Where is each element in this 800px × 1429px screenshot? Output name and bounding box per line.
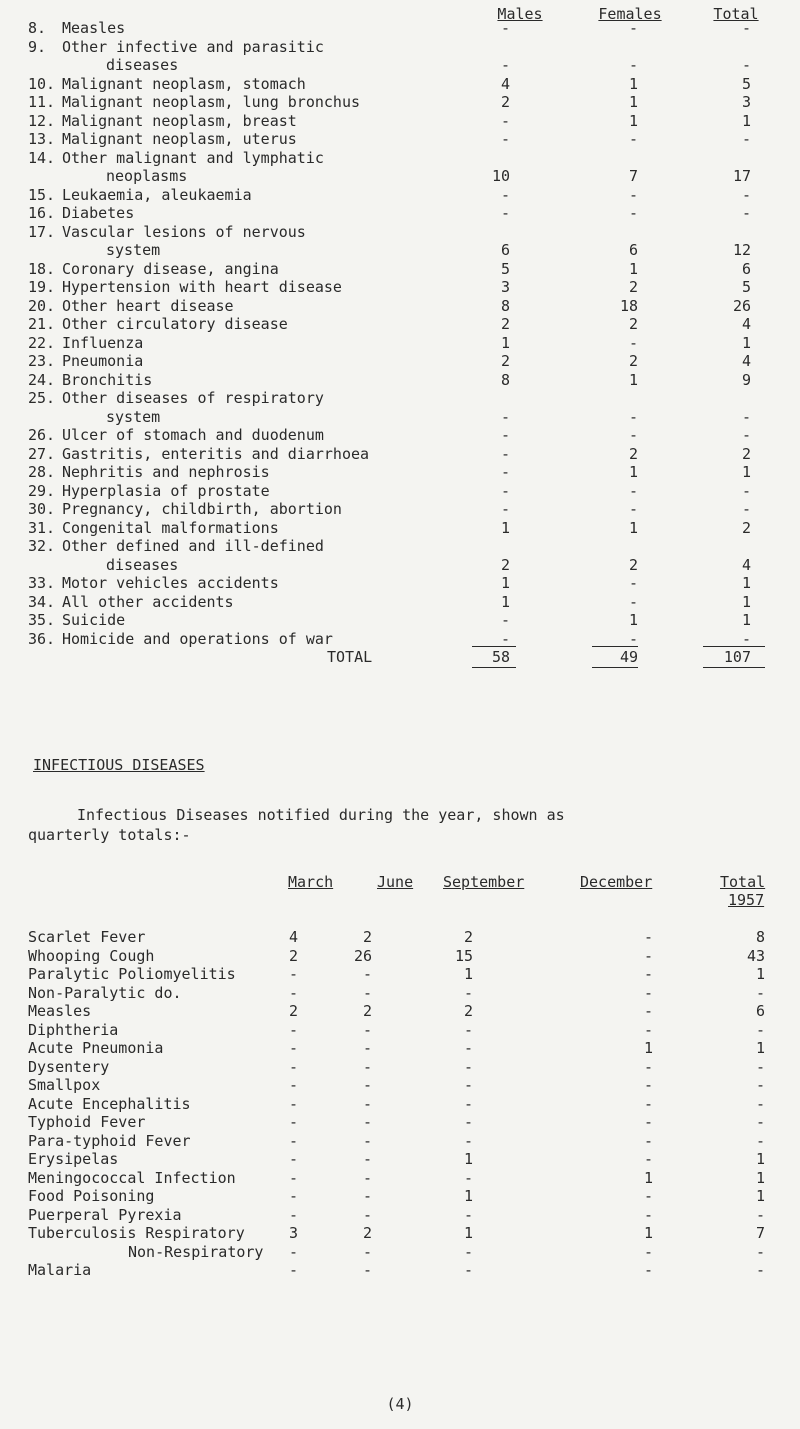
march-value: - bbox=[288, 965, 298, 983]
header-year: 1957 bbox=[728, 891, 765, 909]
total-value: 1 bbox=[741, 574, 751, 592]
row-number: 18. bbox=[28, 259, 56, 278]
total-rule bbox=[592, 646, 638, 647]
cause-label: Hypertension with heart disease bbox=[62, 278, 342, 296]
cause-label: Influenza bbox=[62, 333, 144, 352]
males-value: - bbox=[500, 204, 510, 222]
females-value: - bbox=[628, 185, 638, 204]
total-value: 5 bbox=[741, 278, 751, 296]
total-value: 1 bbox=[741, 111, 751, 130]
row-number: 16. bbox=[28, 204, 56, 222]
march-value: - bbox=[288, 1076, 298, 1094]
total-value: 4 bbox=[741, 352, 751, 370]
disease-name: Typhoid Fever bbox=[28, 1113, 146, 1131]
total-value: 4 bbox=[741, 315, 751, 333]
disease-name: Tuberculosis Respiratory bbox=[28, 1224, 245, 1242]
total-value: - bbox=[741, 629, 751, 648]
females-value: 1 bbox=[628, 74, 638, 93]
females-value: 2 bbox=[628, 444, 638, 463]
cause-label: Nephritis and nephrosis bbox=[62, 463, 270, 481]
total-value: 1 bbox=[741, 463, 751, 481]
total-value: - bbox=[741, 500, 751, 518]
cause-label: Homicide and operations of war bbox=[62, 629, 333, 648]
total-value: 4 bbox=[741, 555, 751, 574]
september-value: 1 bbox=[463, 1224, 473, 1242]
march-value: 2 bbox=[288, 1002, 298, 1020]
cause-label: All other accidents bbox=[62, 592, 234, 611]
cause-label: diseases bbox=[106, 555, 179, 574]
row-number: 15. bbox=[28, 185, 56, 204]
males-value: 5 bbox=[500, 259, 510, 278]
row-number: 29. bbox=[28, 481, 56, 500]
females-value: - bbox=[628, 407, 638, 426]
cause-label: Suicide bbox=[62, 611, 126, 629]
cause-label: Pregnancy, childbirth, abortion bbox=[62, 500, 342, 518]
september-value: - bbox=[463, 1057, 473, 1076]
cause-label: Motor vehicles accidents bbox=[62, 574, 279, 592]
total-value: - bbox=[755, 983, 765, 1002]
total-underline bbox=[592, 667, 638, 668]
header-september: September bbox=[443, 873, 525, 891]
disease-name: Para-typhoid Fever bbox=[28, 1131, 191, 1150]
december-value: 1 bbox=[643, 1224, 653, 1242]
total-label: TOTAL bbox=[327, 648, 373, 666]
row-number: 23. bbox=[28, 352, 56, 370]
disease-name: Malaria bbox=[28, 1261, 92, 1279]
total-rule bbox=[472, 646, 516, 647]
june-value: 2 bbox=[362, 1224, 372, 1242]
intro-line-1: Infectious Diseases notified during the year, shown as bbox=[77, 806, 565, 824]
september-value: 2 bbox=[463, 1002, 473, 1020]
total-value: - bbox=[755, 1113, 765, 1131]
total-value: 1 bbox=[741, 333, 751, 352]
row-number: 12. bbox=[28, 111, 56, 130]
total-value: 1 bbox=[755, 965, 765, 983]
cause-label: Other malignant and lymphatic bbox=[62, 148, 324, 167]
row-number: 8. bbox=[28, 19, 47, 37]
total-value: 17 bbox=[732, 167, 751, 185]
june-value: - bbox=[362, 1150, 372, 1168]
disease-name: Scarlet Fever bbox=[28, 928, 146, 946]
males-value: 2 bbox=[500, 315, 510, 333]
cause-label: Gastritis, enteritis and diarrhoea bbox=[62, 444, 370, 463]
cause-label: Bronchitis bbox=[62, 370, 153, 389]
males-value: - bbox=[500, 185, 510, 204]
row-number: 27. bbox=[28, 444, 56, 463]
males-value: 8 bbox=[500, 296, 510, 315]
march-value: - bbox=[288, 1039, 298, 1057]
december-value: - bbox=[643, 1150, 653, 1168]
march-value: 4 bbox=[288, 928, 298, 946]
males-value: - bbox=[500, 500, 510, 518]
december-value: - bbox=[643, 1187, 653, 1205]
total-value: 1 bbox=[755, 1039, 765, 1057]
cause-label: Other defined and ill-defined bbox=[62, 537, 324, 555]
females-value: 2 bbox=[628, 555, 638, 574]
december-value: - bbox=[643, 928, 653, 946]
june-value: - bbox=[362, 983, 372, 1002]
disease-name: Acute Pneumonia bbox=[28, 1039, 164, 1057]
females-value: - bbox=[628, 629, 638, 648]
row-number: 14. bbox=[28, 148, 56, 167]
june-value: - bbox=[362, 965, 372, 983]
september-value: 15 bbox=[454, 946, 473, 965]
total-value: - bbox=[741, 130, 751, 148]
june-value: - bbox=[362, 1057, 372, 1076]
cause-label: Malignant neoplasm, breast bbox=[62, 111, 297, 130]
december-value: - bbox=[643, 1242, 653, 1261]
males-value: 2 bbox=[500, 352, 510, 370]
page-number: (4) bbox=[386, 1395, 414, 1413]
females-value: 1 bbox=[628, 518, 638, 537]
total-value: - bbox=[741, 426, 751, 444]
females-value: - bbox=[628, 56, 638, 74]
header-females: Females bbox=[598, 5, 662, 23]
row-number: 22. bbox=[28, 333, 56, 352]
females-value: 7 bbox=[628, 167, 638, 185]
cause-label: Other heart disease bbox=[62, 296, 234, 315]
total-value: 26 bbox=[732, 296, 751, 315]
females-value: 18 bbox=[619, 296, 638, 315]
females-value: - bbox=[628, 204, 638, 222]
total-value: - bbox=[755, 1076, 765, 1094]
females-value: 1 bbox=[628, 370, 638, 389]
males-value: 10 bbox=[491, 167, 510, 185]
total-value: 5 bbox=[741, 74, 751, 93]
cause-label: Malignant neoplasm, lung bronchus bbox=[62, 93, 361, 111]
march-value: - bbox=[288, 1205, 298, 1224]
row-number: 21. bbox=[28, 315, 56, 333]
december-value: 1 bbox=[643, 1039, 653, 1057]
total-underline bbox=[703, 667, 765, 668]
row-number: 33. bbox=[28, 574, 56, 592]
males-value: - bbox=[500, 463, 510, 481]
total-value: - bbox=[741, 56, 751, 74]
row-number: 34. bbox=[28, 592, 56, 611]
males-value: 1 bbox=[500, 574, 510, 592]
disease-name: Food Poisoning bbox=[28, 1187, 155, 1205]
cause-label: Ulcer of stomach and duodenum bbox=[62, 426, 324, 444]
june-value: - bbox=[362, 1039, 372, 1057]
females-value: - bbox=[628, 500, 638, 518]
march-value: - bbox=[288, 983, 298, 1002]
june-value: 26 bbox=[353, 946, 372, 965]
row-number: 32. bbox=[28, 537, 56, 555]
december-value: 1 bbox=[643, 1168, 653, 1187]
total-value: - bbox=[755, 1020, 765, 1039]
total-underline bbox=[472, 667, 516, 668]
cause-label: Malignant neoplasm, stomach bbox=[62, 74, 306, 93]
total-value: 2 bbox=[741, 518, 751, 537]
june-value: - bbox=[362, 1020, 372, 1039]
total-value: 1 bbox=[755, 1168, 765, 1187]
total-value: 2 bbox=[741, 444, 751, 463]
total-value: 1 bbox=[755, 1150, 765, 1168]
december-value: - bbox=[643, 1205, 653, 1224]
males-value: - bbox=[500, 130, 510, 148]
row-number: 25. bbox=[28, 389, 56, 407]
total-value: - bbox=[741, 19, 751, 37]
males-value: - bbox=[500, 19, 510, 37]
males-value: - bbox=[500, 629, 510, 648]
disease-name: Non-Paralytic do. bbox=[28, 983, 182, 1002]
cause-label: diseases bbox=[106, 56, 179, 74]
total-value: 43 bbox=[746, 946, 765, 965]
males-value: - bbox=[500, 481, 510, 500]
row-number: 9. bbox=[28, 37, 47, 56]
total-value: 6 bbox=[741, 259, 751, 278]
row-number: 26. bbox=[28, 426, 56, 444]
females-value: - bbox=[628, 426, 638, 444]
females-value: - bbox=[628, 592, 638, 611]
disease-name: Non-Respiratory bbox=[128, 1242, 264, 1261]
row-number: 31. bbox=[28, 518, 56, 537]
september-value: - bbox=[463, 1261, 473, 1279]
total-value: - bbox=[755, 1242, 765, 1261]
disease-name: Meningococcal Infection bbox=[28, 1168, 236, 1187]
row-number: 30. bbox=[28, 500, 56, 518]
males-value: 2 bbox=[500, 555, 510, 574]
row-number: 35. bbox=[28, 611, 56, 629]
row-number: 11. bbox=[28, 93, 56, 111]
row-number: 24. bbox=[28, 370, 56, 389]
september-value: - bbox=[463, 1039, 473, 1057]
females-value: 1 bbox=[628, 259, 638, 278]
total-value: - bbox=[741, 185, 751, 204]
total-value: 6 bbox=[755, 1002, 765, 1020]
march-value: - bbox=[288, 1057, 298, 1076]
females-value: 2 bbox=[628, 278, 638, 296]
cause-label: system bbox=[106, 407, 161, 426]
march-value: - bbox=[288, 1150, 298, 1168]
females-value: - bbox=[628, 130, 638, 148]
disease-name: Acute Encephalitis bbox=[28, 1094, 191, 1113]
june-value: 2 bbox=[362, 928, 372, 946]
total-value: 3 bbox=[741, 93, 751, 111]
cause-label: Leukaemia, aleukaemia bbox=[62, 185, 252, 204]
march-value: 2 bbox=[288, 946, 298, 965]
cause-label: Coronary disease, angina bbox=[62, 259, 279, 278]
header-males: Males bbox=[497, 5, 543, 23]
december-value: - bbox=[643, 946, 653, 965]
row-number: 10. bbox=[28, 74, 56, 93]
total-value: 8 bbox=[755, 928, 765, 946]
december-value: - bbox=[643, 1131, 653, 1150]
september-value: 1 bbox=[463, 1187, 473, 1205]
june-value: - bbox=[362, 1261, 372, 1279]
june-value: - bbox=[362, 1076, 372, 1094]
cause-label: neoplasms bbox=[106, 167, 188, 185]
june-value: - bbox=[362, 1187, 372, 1205]
cause-label: Diabetes bbox=[62, 204, 135, 222]
december-value: - bbox=[643, 1020, 653, 1039]
total-value: - bbox=[741, 204, 751, 222]
december-value: - bbox=[643, 983, 653, 1002]
september-value: - bbox=[463, 983, 473, 1002]
march-value: - bbox=[288, 1131, 298, 1150]
september-value: - bbox=[463, 1020, 473, 1039]
march-value: - bbox=[288, 1094, 298, 1113]
december-value: - bbox=[643, 1094, 653, 1113]
total-value: - bbox=[755, 1131, 765, 1150]
females-value: 1 bbox=[628, 463, 638, 481]
september-value: - bbox=[463, 1094, 473, 1113]
cause-label: Other infective and parasitic bbox=[62, 37, 324, 56]
header-december: December bbox=[580, 873, 653, 891]
disease-name: Erysipelas bbox=[28, 1150, 119, 1168]
males-value: - bbox=[500, 426, 510, 444]
december-value: - bbox=[643, 965, 653, 983]
males-value: 4 bbox=[500, 74, 510, 93]
cause-label: Malignant neoplasm, uterus bbox=[62, 130, 297, 148]
cause-label: Other diseases of respiratory bbox=[62, 389, 324, 407]
september-value: - bbox=[463, 1168, 473, 1187]
december-value: - bbox=[643, 1002, 653, 1020]
row-number: 19. bbox=[28, 278, 56, 296]
december-value: - bbox=[643, 1113, 653, 1131]
cause-label: Vascular lesions of nervous bbox=[62, 222, 306, 241]
total-total: 107 bbox=[723, 648, 751, 666]
total-value: 7 bbox=[755, 1224, 765, 1242]
males-value: - bbox=[500, 611, 510, 629]
september-value: - bbox=[463, 1131, 473, 1150]
total-females: 49 bbox=[619, 648, 638, 666]
males-value: - bbox=[500, 444, 510, 463]
males-value: 1 bbox=[500, 518, 510, 537]
females-value: 6 bbox=[628, 241, 638, 259]
males-value: 3 bbox=[500, 278, 510, 296]
header-june: June bbox=[377, 873, 414, 891]
header-march: March bbox=[288, 873, 334, 891]
row-number: 36. bbox=[28, 629, 56, 648]
total-rule bbox=[703, 646, 765, 647]
june-value: - bbox=[362, 1113, 372, 1131]
row-number: 17. bbox=[28, 222, 56, 241]
females-value: 2 bbox=[628, 315, 638, 333]
cause-label: Measles bbox=[62, 19, 126, 37]
total-value: - bbox=[755, 1261, 765, 1279]
march-value: - bbox=[288, 1261, 298, 1279]
males-value: - bbox=[500, 111, 510, 130]
september-value: - bbox=[463, 1242, 473, 1261]
males-value: 2 bbox=[500, 93, 510, 111]
section-heading: INFECTIOUS DISEASES bbox=[33, 756, 205, 774]
disease-name: Smallpox bbox=[28, 1076, 101, 1094]
total-value: - bbox=[755, 1094, 765, 1113]
disease-name: Dysentery bbox=[28, 1057, 110, 1076]
females-value: 2 bbox=[628, 352, 638, 370]
cause-label: Other circulatory disease bbox=[62, 315, 288, 333]
disease-name: Whooping Cough bbox=[28, 946, 155, 965]
march-value: - bbox=[288, 1187, 298, 1205]
cause-label: Congenital malformations bbox=[62, 518, 279, 537]
header-total: Total bbox=[713, 5, 759, 23]
total-value: 12 bbox=[732, 241, 751, 259]
disease-name: Diphtheria bbox=[28, 1020, 119, 1039]
males-value: 8 bbox=[500, 370, 510, 389]
june-value: - bbox=[362, 1131, 372, 1150]
females-value: - bbox=[628, 333, 638, 352]
total-value: 1 bbox=[741, 592, 751, 611]
total-value: - bbox=[755, 1057, 765, 1076]
females-value: 1 bbox=[628, 611, 638, 629]
march-value: - bbox=[288, 1242, 298, 1261]
september-value: - bbox=[463, 1113, 473, 1131]
june-value: - bbox=[362, 1242, 372, 1261]
males-value: 1 bbox=[500, 333, 510, 352]
males-value: 6 bbox=[500, 241, 510, 259]
june-value: - bbox=[362, 1094, 372, 1113]
total-value: - bbox=[741, 407, 751, 426]
females-value: 1 bbox=[628, 111, 638, 130]
june-value: 2 bbox=[362, 1002, 372, 1020]
total-value: - bbox=[755, 1205, 765, 1224]
females-value: - bbox=[628, 574, 638, 592]
december-value: - bbox=[643, 1057, 653, 1076]
header-total-infectious: Total bbox=[720, 873, 766, 891]
intro-line-2: quarterly totals:- bbox=[28, 826, 191, 844]
males-value: - bbox=[500, 56, 510, 74]
march-value: - bbox=[288, 1168, 298, 1187]
june-value: - bbox=[362, 1205, 372, 1224]
disease-name: Paralytic Poliomyelitis bbox=[28, 965, 236, 983]
december-value: - bbox=[643, 1261, 653, 1279]
row-number: 13. bbox=[28, 130, 56, 148]
females-value: - bbox=[628, 481, 638, 500]
march-value: - bbox=[288, 1113, 298, 1131]
total-value: - bbox=[741, 481, 751, 500]
september-value: 2 bbox=[463, 928, 473, 946]
row-number: 20. bbox=[28, 296, 56, 315]
september-value: 1 bbox=[463, 965, 473, 983]
march-value: - bbox=[288, 1020, 298, 1039]
females-value: 1 bbox=[628, 93, 638, 111]
total-value: 1 bbox=[741, 611, 751, 629]
september-value: 1 bbox=[463, 1150, 473, 1168]
females-value: - bbox=[628, 19, 638, 37]
total-value: 9 bbox=[741, 370, 751, 389]
cause-label: system bbox=[106, 241, 161, 259]
september-value: - bbox=[463, 1205, 473, 1224]
september-value: - bbox=[463, 1076, 473, 1094]
total-males: 58 bbox=[491, 648, 510, 666]
disease-name: Puerperal Pyrexia bbox=[28, 1205, 182, 1224]
cause-label: Hyperplasia of prostate bbox=[62, 481, 270, 500]
cause-label: Pneumonia bbox=[62, 352, 144, 370]
december-value: - bbox=[643, 1076, 653, 1094]
total-value: 1 bbox=[755, 1187, 765, 1205]
males-value: 1 bbox=[500, 592, 510, 611]
males-value: - bbox=[500, 407, 510, 426]
disease-name: Measles bbox=[28, 1002, 92, 1020]
june-value: - bbox=[362, 1168, 372, 1187]
march-value: 3 bbox=[288, 1224, 298, 1242]
row-number: 28. bbox=[28, 463, 56, 481]
